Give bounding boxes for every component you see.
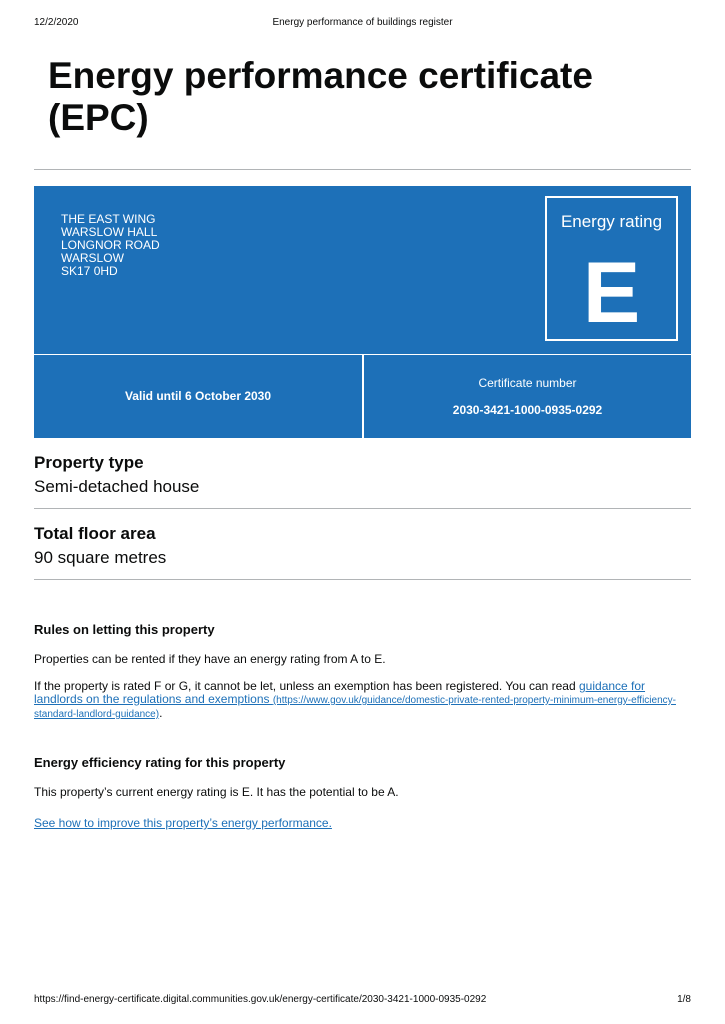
property-type-value: Semi-detached house: [34, 477, 200, 496]
floor-area-heading: Total floor area: [34, 524, 156, 543]
energy-rating-box: [545, 196, 678, 341]
page-title: Energy performance certificate (EPC): [48, 55, 593, 138]
certificate-number: 2030-3421-1000-0935-0292: [452, 403, 603, 417]
landlord-guidance-link-text: guidance for landlords on the regulations and exemptions: [34, 679, 646, 706]
validity-panel: [34, 355, 362, 438]
property-type-heading: Property type: [34, 453, 144, 472]
landlord-guidance-url: (https://www.gov.uk/guidance/domestic-private-rented-property-minimum-energy-efficiency-standard-landlord-guidance): [34, 695, 676, 720]
floor-area-value: 90 square metres: [34, 548, 167, 567]
certificate-panel: [364, 355, 691, 438]
address-line: SK17 0HD: [61, 264, 118, 278]
print-page-number: 1/8: [677, 994, 691, 1005]
epc-summary-panel: [34, 186, 691, 354]
letting-rules-heading: Rules on letting this property: [34, 622, 215, 637]
print-header-title: Energy performance of buildings register: [272, 17, 453, 28]
certificate-number-label: Certificate number: [478, 376, 577, 390]
letting-rules-guidance: [34, 680, 691, 721]
divider: [34, 508, 691, 509]
address-line: LONGNOR ROAD: [61, 238, 160, 252]
valid-until: Valid until 6 October 2030: [124, 389, 272, 403]
print-date: 12/2/2020: [34, 17, 79, 28]
address-line: WARSLOW: [61, 251, 124, 265]
improve-performance-paragraph: [34, 817, 691, 830]
address-line: WARSLOW HALL: [61, 225, 158, 239]
guidance-text-end: .: [159, 706, 163, 720]
divider: [34, 169, 691, 170]
print-footer-url: https://find-energy-certificate.digital.communities.gov.uk/energy-certificate/2030-3421-1000-0935-0292: [34, 994, 487, 1005]
letting-rules-text: Properties can be rented if they have an energy rating from A to E.: [34, 652, 386, 666]
energy-rating-label: Energy rating: [560, 212, 663, 231]
efficiency-rating-heading: Energy efficiency rating for this property: [34, 755, 286, 770]
guidance-text: If the property is rated F or G, it cannot be let, unless an exemption has been registered. You can read: [34, 679, 579, 693]
efficiency-rating-text: This property’s current energy rating is E. It has the potential to be A.: [34, 785, 399, 799]
property-address: [61, 213, 160, 278]
divider: [34, 579, 691, 580]
improve-performance-link[interactable]: See how to improve this property’s energy performance.: [34, 816, 332, 830]
energy-rating-letter: E: [582, 245, 641, 341]
address-line: THE EAST WING: [61, 212, 156, 226]
